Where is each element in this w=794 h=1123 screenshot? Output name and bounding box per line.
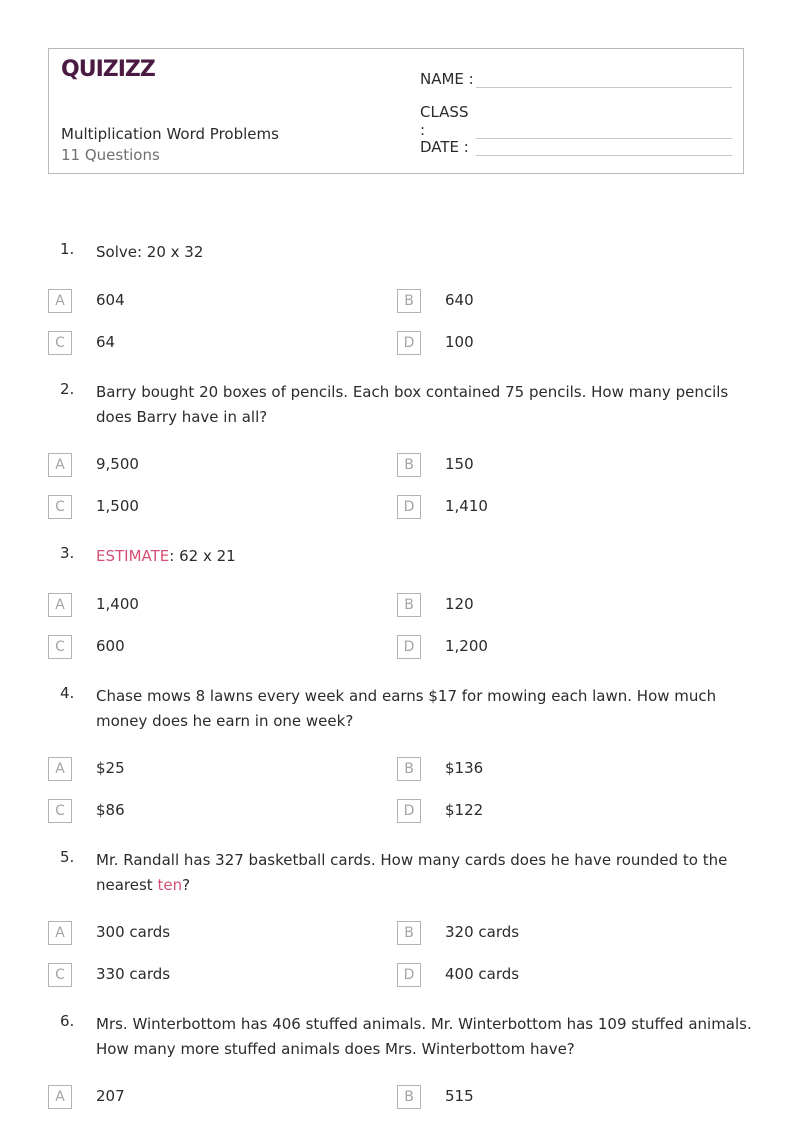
name-line <box>476 69 732 88</box>
question-number: 4. <box>60 684 75 702</box>
option-d: D 100 <box>397 331 697 355</box>
option-a: A 604 <box>48 289 348 313</box>
question-number: 3. <box>60 544 75 562</box>
date-line <box>476 137 732 156</box>
highlighted-keyword: ten <box>157 876 183 894</box>
question-count: 11 Questions <box>61 146 160 164</box>
option-b: B 320 cards <box>397 921 697 945</box>
question-text: Barry bought 20 boxes of pencils. Each box contained 75 pencils. How many pencils does Barry have in all? <box>96 383 729 426</box>
option-b: B $136 <box>397 757 697 781</box>
class-label: CLASS : <box>420 103 469 139</box>
option-a: A 9,500 <box>48 453 348 477</box>
option-c: C 1,500 <box>48 495 348 519</box>
quizizz-logo: QUIZIZZ <box>61 57 155 82</box>
question-number: 6. <box>60 1012 75 1030</box>
option-c: C 330 cards <box>48 963 348 987</box>
option-c: C $86 <box>48 799 348 823</box>
question-text: Mr. Randall has 327 basketball cards. How many cards does he have rounded to the nearest ten? <box>96 851 728 894</box>
option-d: D 400 cards <box>397 963 697 987</box>
worksheet-header <box>48 48 744 174</box>
name-field <box>420 69 732 88</box>
question-number: 5. <box>60 848 75 866</box>
question-text: Solve: 20 x 32 <box>96 243 204 261</box>
option-d: D $122 <box>397 799 697 823</box>
question-text: Chase mows 8 lawns every week and earns $17 for mowing each lawn. How much money does he earn in one week? <box>96 687 717 730</box>
date-field <box>420 137 732 156</box>
option-b: B 120 <box>397 593 697 617</box>
question-number: 1. <box>60 240 75 258</box>
option-b: B 640 <box>397 289 697 313</box>
question-number: 2. <box>60 380 75 398</box>
worksheet-title: Multiplication Word Problems <box>61 125 279 143</box>
class-field <box>420 103 732 139</box>
option-a: A $25 <box>48 757 348 781</box>
name-label: NAME : <box>420 70 474 88</box>
option-d: D 1,200 <box>397 635 697 659</box>
option-a: A 207 <box>48 1085 348 1109</box>
option-a: A 300 cards <box>48 921 348 945</box>
option-d: D 1,410 <box>397 495 697 519</box>
option-c: C 600 <box>48 635 348 659</box>
date-label: DATE : <box>420 138 469 156</box>
question-text: Mrs. Winterbottom has 406 stuffed animals. Mr. Winterbottom has 109 stuffed animals. How many more stuffed animals does Mrs. Winterbottom have? <box>96 1015 752 1058</box>
option-c: C 64 <box>48 331 348 355</box>
question-text: ESTIMATE: 62 x 21 <box>96 547 236 565</box>
highlighted-keyword: ESTIMATE <box>96 547 170 565</box>
option-b: B 515 <box>397 1085 697 1109</box>
option-b: B 150 <box>397 453 697 477</box>
option-a: A 1,400 <box>48 593 348 617</box>
